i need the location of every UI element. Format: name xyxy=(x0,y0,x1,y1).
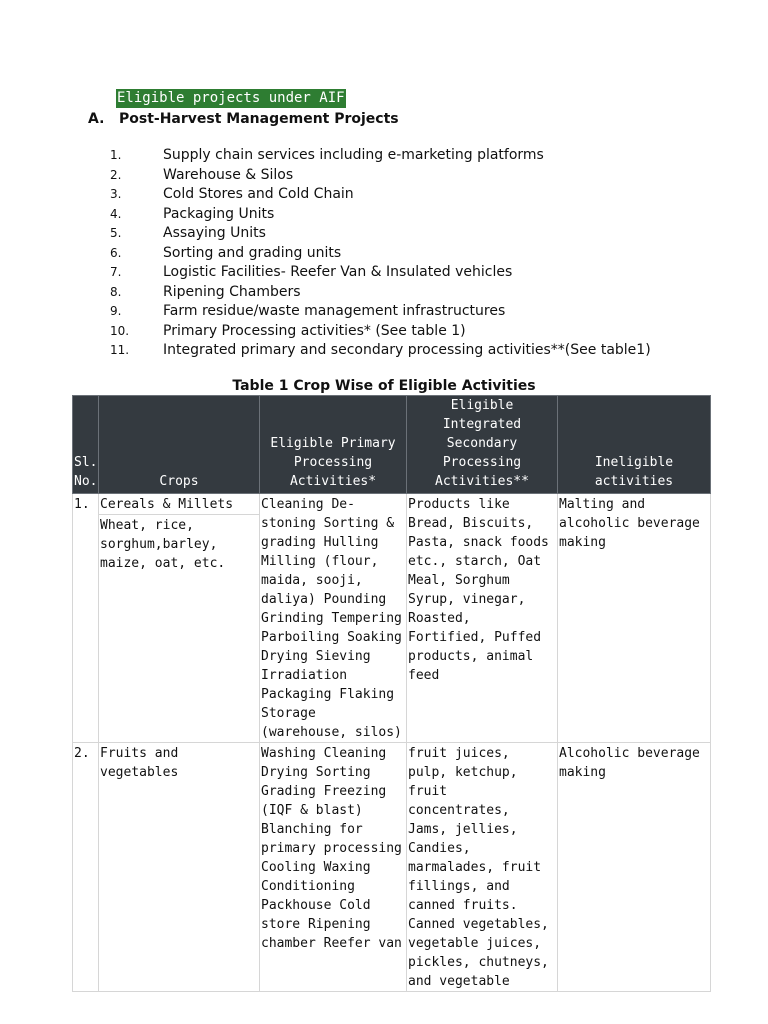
cell-crop xyxy=(99,494,260,743)
cell-crop xyxy=(99,743,260,992)
item-text: Farm residue/waste management infrastructures xyxy=(163,303,506,319)
table-row xyxy=(73,743,711,992)
crop-activities-table xyxy=(72,395,711,992)
table-header-row xyxy=(73,396,711,494)
cell-ineligible: Malting and alcoholic beverage making xyxy=(558,494,711,743)
cell-secondary: fruit juices, pulp, ketchup, fruit concentrates, Jams, jellies, Candies, marmalades, fruit fillings, and canned fruits. Canned vegetables, vegetable juices, pickles, chutneys, and vegetable xyxy=(407,743,558,992)
document-heading: Eligible projects under AIF xyxy=(117,90,345,106)
item-number: 2. xyxy=(110,167,122,182)
crop-name: Fruits and vegetables xyxy=(100,746,179,780)
crop-name: Cereals & Millets xyxy=(99,495,259,515)
item-text: Cold Stores and Cold Chain xyxy=(163,186,354,202)
item-text: Primary Processing activities* (See table 1) xyxy=(163,322,466,339)
header-sl-no: Sl. No. xyxy=(73,396,99,494)
item-text: Integrated primary and secondary processing activities**(See table1) xyxy=(163,342,651,358)
header-crops: Crops xyxy=(99,396,260,494)
item-text: Supply chain services including e-marketing platforms xyxy=(163,147,544,163)
item-number: 7. xyxy=(110,265,122,279)
item-text: Assaying Units xyxy=(163,225,266,241)
cell-sl: 1. xyxy=(73,494,99,743)
header-ineligible-activities: Ineligible activities xyxy=(558,396,711,494)
header-secondary-activities: Eligible Integrated Secondary Processing Activities** xyxy=(407,396,558,494)
crop-detail: Wheat, rice, sorghum,barley, maize, oat, etc. xyxy=(100,518,226,571)
cell-secondary: Products like Bread, Biscuits, Pasta, snack foods etc., starch, Oat Meal, Sorghum Syrup, vinegar, Roasted, Fortified, Puffed products, animal feed xyxy=(407,494,558,743)
item-number: 10. xyxy=(110,323,130,338)
item-number: 11. xyxy=(110,343,130,357)
item-text: Sorting and grading units xyxy=(163,244,342,261)
table-caption-text: Table 1 Crop Wise of Eligible Activities xyxy=(232,378,536,394)
header-primary-activities: Eligible Primary Processing Activities* xyxy=(260,396,407,494)
cell-primary: Washing Cleaning Drying Sorting Grading Freezing (IQF & blast) Blanching for primary processing Cooling Waxing Conditioning Packhouse Cold store Ripening chamber Reefer van xyxy=(260,743,407,992)
section-title-text: Post-Harvest Management Projects xyxy=(119,111,399,127)
cell-ineligible: Alcoholic beverage making xyxy=(558,743,711,992)
item-text: Logistic Facilities- Reefer Van & Insulated vehicles xyxy=(163,264,513,280)
item-text: Warehouse & Silos xyxy=(163,166,294,183)
item-number: 9. xyxy=(110,304,122,318)
cell-primary: Cleaning De-stoning Sorting & grading Hulling Milling (flour, maida, sooji, daliya) Pounding Grinding Tempering Parboiling Soaking Drying Sieving Irradiation Packaging Flaking Storage (warehouse, silos) xyxy=(260,494,407,743)
item-number: 1. xyxy=(110,148,122,162)
table-caption xyxy=(0,377,768,395)
cell-sl: 2. xyxy=(73,743,99,992)
item-number: 6. xyxy=(110,245,122,260)
section-title xyxy=(88,110,399,128)
section-letter: A. xyxy=(88,111,105,127)
table-row xyxy=(73,494,711,743)
item-number: 4. xyxy=(110,206,122,221)
item-number: 5. xyxy=(110,226,122,240)
item-number: 3. xyxy=(110,187,122,201)
item-text: Ripening Chambers xyxy=(163,283,301,300)
item-number: 8. xyxy=(110,284,122,299)
item-text: Packaging Units xyxy=(163,205,275,222)
